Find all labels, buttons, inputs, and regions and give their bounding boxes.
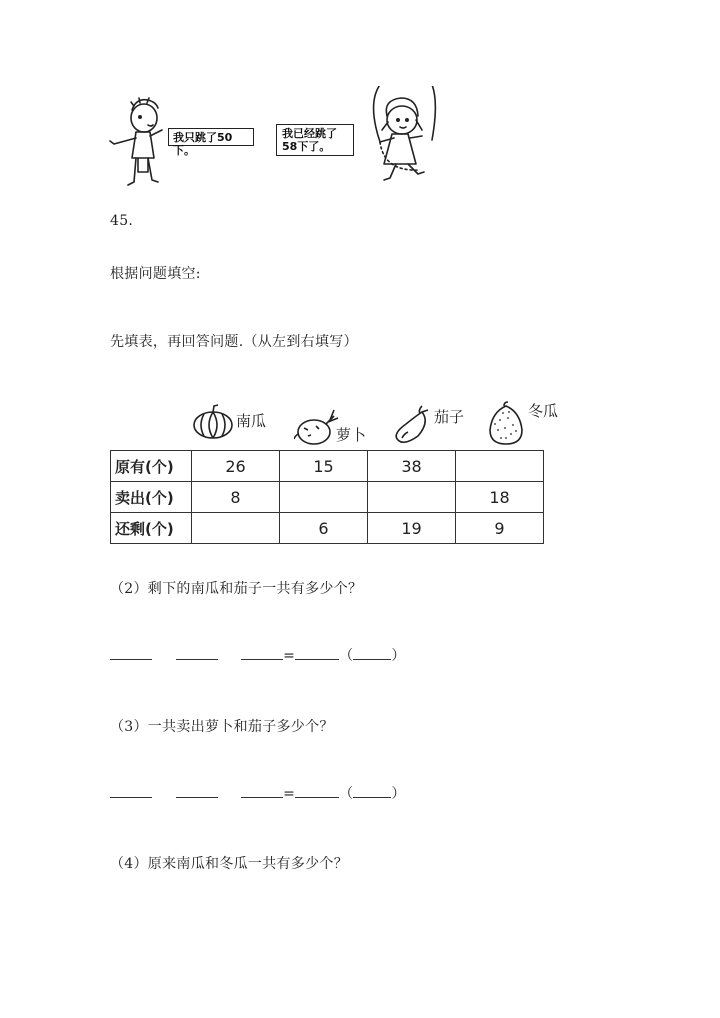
answer-blank[interactable] bbox=[241, 785, 283, 798]
answer-blank[interactable] bbox=[176, 647, 218, 660]
answer-blank[interactable] bbox=[295, 785, 339, 798]
table-cell[interactable]: 19 bbox=[368, 513, 456, 544]
paren-open: （ bbox=[339, 786, 354, 802]
girl-speech-bubble bbox=[276, 124, 354, 156]
table-cell[interactable] bbox=[456, 451, 544, 482]
table-cell[interactable]: 6 bbox=[280, 513, 368, 544]
question-4-text: （4）原来南瓜和冬瓜一共有多少个？ bbox=[110, 856, 349, 872]
table-cell[interactable] bbox=[192, 513, 280, 544]
veg-label-eggplant: 茄子 bbox=[434, 408, 465, 426]
table-row bbox=[111, 513, 544, 544]
equals-sign: = bbox=[283, 648, 296, 664]
table-cell[interactable]: 26 bbox=[192, 451, 280, 482]
pumpkin-icon bbox=[192, 404, 234, 440]
veg-label-pumpkin: 南瓜 bbox=[236, 412, 267, 430]
answer-blank[interactable] bbox=[110, 647, 152, 660]
table-cell[interactable] bbox=[280, 482, 368, 513]
answer-line-q2 bbox=[110, 645, 406, 665]
table-cell[interactable]: 15 bbox=[280, 451, 368, 482]
boy-speech-text: 我只跳了50下。 bbox=[173, 131, 233, 157]
wax-gourd-icon bbox=[486, 400, 526, 446]
answer-blank[interactable] bbox=[295, 647, 339, 660]
girl-speech-line2: 58下了。 bbox=[282, 140, 331, 153]
answer-blank[interactable] bbox=[176, 785, 218, 798]
boy-speech-bubble bbox=[168, 128, 254, 157]
eggplant-icon bbox=[392, 404, 434, 446]
girl-speech-line1: 我已经跳了 bbox=[282, 127, 337, 140]
veg-label-radish: 萝卜 bbox=[336, 426, 367, 444]
table-cell[interactable]: 18 bbox=[456, 482, 544, 513]
answer-blank[interactable] bbox=[110, 785, 152, 798]
table-row bbox=[111, 482, 544, 513]
paren-open: （ bbox=[339, 648, 354, 664]
question-2-text: （2）剩下的南瓜和茄子一共有多少个？ bbox=[110, 581, 363, 597]
table-cell[interactable]: 9 bbox=[456, 513, 544, 544]
row-label: 卖出(个) bbox=[111, 482, 192, 513]
vegetable-header-row bbox=[192, 398, 572, 448]
answer-blank[interactable] bbox=[241, 647, 283, 660]
unit-blank[interactable] bbox=[353, 785, 391, 798]
jump-rope-illustration bbox=[104, 86, 444, 196]
row-label: 还剩(个) bbox=[111, 513, 192, 544]
equals-sign: = bbox=[283, 786, 296, 802]
table-cell[interactable]: 38 bbox=[368, 451, 456, 482]
answer-line-q3 bbox=[110, 783, 406, 803]
question-3-text: （3）一共卖出萝卜和茄子多少个？ bbox=[110, 719, 334, 735]
table-cell[interactable]: 8 bbox=[192, 482, 280, 513]
instruction-text: 根据问题填空: bbox=[110, 266, 201, 282]
paren-close: ） bbox=[391, 648, 406, 664]
row-label: 原有(个) bbox=[111, 451, 192, 482]
unit-blank[interactable] bbox=[353, 647, 391, 660]
vegetable-table bbox=[110, 450, 544, 544]
veg-label-wax-gourd: 冬瓜 bbox=[528, 402, 559, 420]
sub-instruction-text: 先填表，再回答问题.（从左到右填写） bbox=[110, 334, 358, 350]
question-number: 45. bbox=[110, 213, 134, 229]
paren-close: ） bbox=[391, 786, 406, 802]
table-cell[interactable] bbox=[368, 482, 456, 513]
table-row bbox=[111, 451, 544, 482]
kids-drawing-icon bbox=[104, 86, 444, 196]
